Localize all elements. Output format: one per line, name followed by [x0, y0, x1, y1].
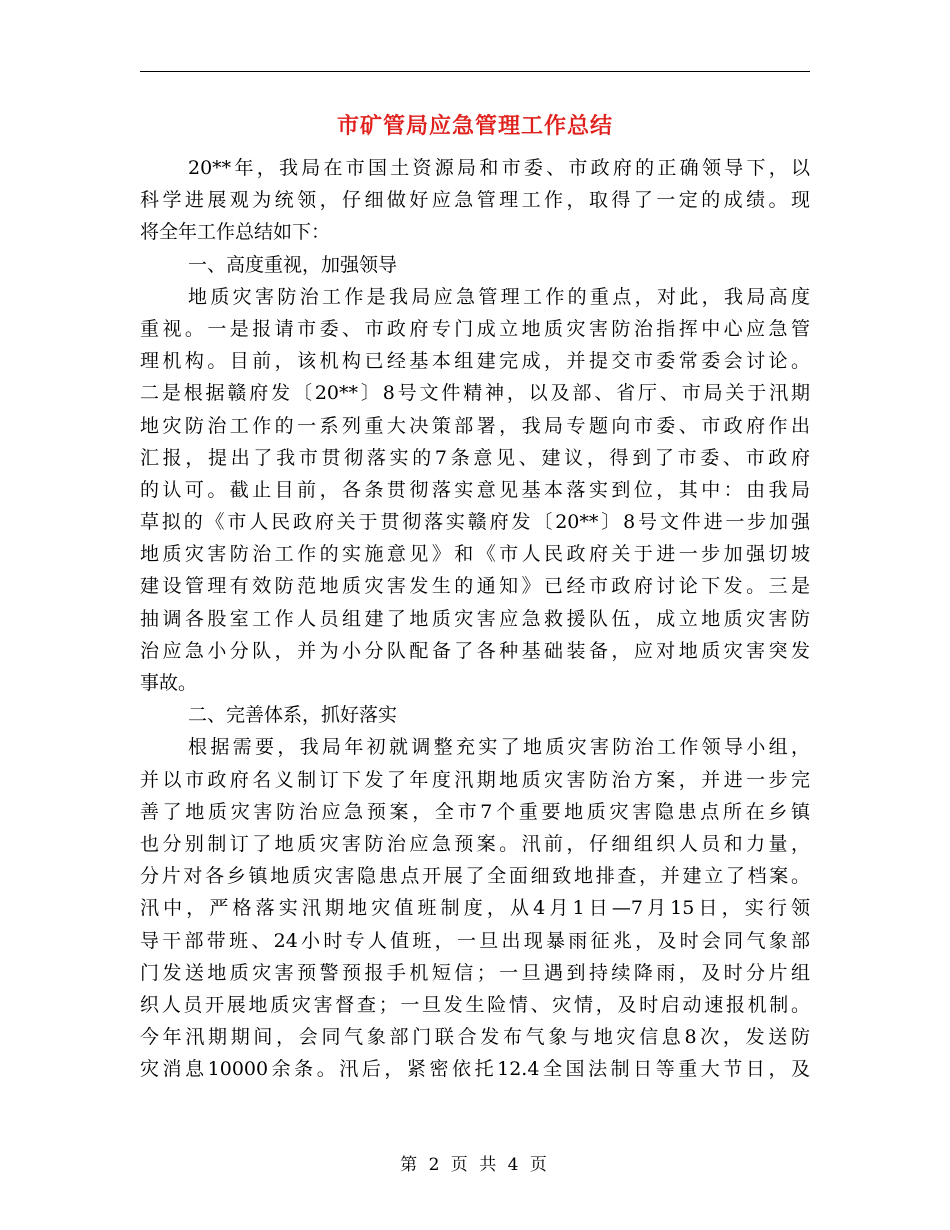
paragraph-line: 汛中，严格落实汛期地灾值班制度，从4月1日—7月15日，实行领	[140, 897, 810, 920]
paragraph-line: 建设管理有效防范地质灾害发生的通知》已经市政府讨论下发。三是	[140, 575, 810, 598]
header-rule	[140, 71, 810, 72]
paragraph-line: 治应急小分队，并为小分队配备了各种基础装备，应对地质灾害突发	[140, 639, 810, 662]
paragraph-line: 汇报，提出了我市贯彻落实的7条意见、建议，得到了市委、市政府	[140, 446, 810, 469]
paragraph-line: 根据需要，我局年初就调整充实了地质灾害防治工作领导小组，	[188, 736, 810, 759]
paragraph-line: 的认可。截止目前，各条贯彻落实意见基本落实到位，其中：由我局	[140, 478, 810, 501]
paragraph-line: 重视。一是报请市委、市政府专门成立地质灾害防治指挥中心应急管	[140, 317, 810, 340]
paragraph-line: 抽调各股室工作人员组建了地质灾害应急救援队伍，成立地质灾害防	[140, 607, 810, 630]
section-heading: 一、高度重视，加强领导	[188, 253, 398, 276]
document-title: 市矿管局应急管理工作总结	[336, 113, 613, 139]
paragraph-line: 门发送地质灾害预警预报手机短信；一旦遇到持续降雨，及时分片组	[140, 961, 810, 984]
page-number: 第 2 页 共 4 页	[400, 1155, 550, 1175]
paragraph-line: 导干部带班、24小时专人值班，一旦出现暴雨征兆，及时会同气象部	[140, 929, 810, 952]
paragraph-line: 地灾防治工作的一系列重大决策部署，我局专题向市委、市政府作出	[140, 414, 810, 437]
paragraph-line: 将全年工作总结如下：	[140, 221, 331, 244]
paragraph-line: 地质灾害防治工作是我局应急管理工作的重点，对此，我局高度	[188, 285, 810, 308]
paragraph-line: 织人员开展地质灾害督查；一旦发生险情、灾情，及时启动速报机制。	[140, 993, 810, 1016]
paragraph-line: 并以市政府名义制订下发了年度汛期地质灾害防治方案，并进一步完	[140, 768, 810, 791]
paragraph-line: 也分别制订了地质灾害防治应急预案。汛前，仔细组织人员和力量，	[140, 832, 810, 855]
paragraph-line: 灾消息10000余条。汛后，紧密依托12.4全国法制日等重大节日，及	[140, 1058, 810, 1081]
paragraph-line: 理机构。目前，该机构已经基本组建完成，并提交市委常委会讨论。	[140, 350, 810, 373]
paragraph-line: 草拟的《市人民政府关于贯彻落实赣府发〔20**〕8号文件进一步加强	[140, 511, 810, 534]
section-heading: 二、完善体系，抓好落实	[188, 704, 398, 727]
paragraph-line: 地质灾害防治工作的实施意见》和《市人民政府关于进一步加强切坡	[140, 543, 810, 566]
paragraph-line: 二是根据赣府发〔20**〕8号文件精神，以及部、省厅、市局关于汛期	[140, 382, 810, 405]
paragraph-line: 今年汛期期间，会同气象部门联合发布气象与地灾信息8次，发送防	[140, 1026, 810, 1049]
document-body	[140, 152, 810, 1085]
paragraph-line: 科学进展观为统领，仔细做好应急管理工作，取得了一定的成绩。现	[140, 189, 810, 212]
paragraph-line: 事故。	[140, 672, 198, 694]
paragraph-line: 善了地质灾害防治应急预案，全市7个重要地质灾害隐患点所在乡镇	[140, 800, 810, 823]
paragraph-line: 分片对各乡镇地质灾害隐患点开展了全面细致地排查，并建立了档案。	[140, 865, 810, 888]
paragraph-line: 20**年，我局在市国土资源局和市委、市政府的正确领导下，以	[188, 157, 810, 179]
